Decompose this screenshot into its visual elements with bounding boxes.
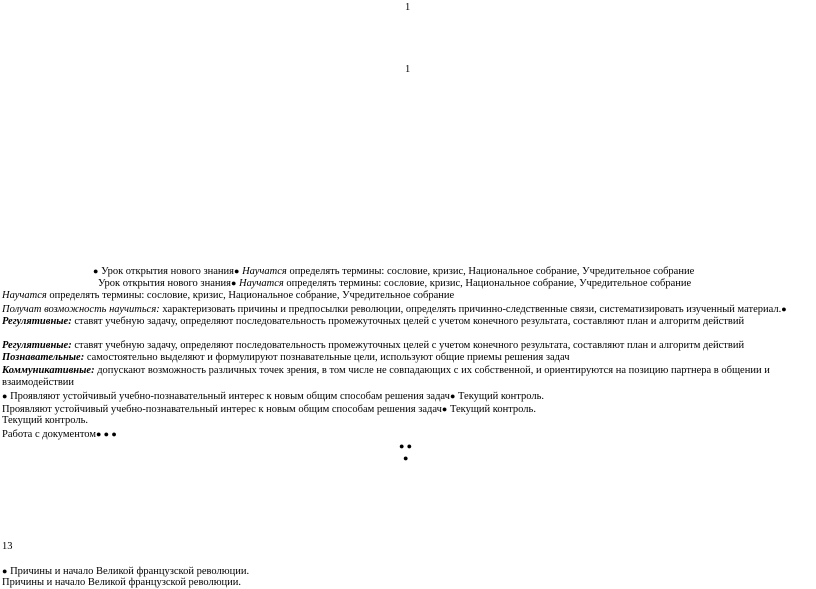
bullet-icon: ● xyxy=(234,266,240,276)
bullets-icon: ● ● ● xyxy=(95,429,117,439)
control-text: Текущий контроль. xyxy=(447,404,536,415)
learn-text: определять термины: сословие, кризис, Национальное собрание, Учредительное собрание xyxy=(46,290,455,301)
bullet-icon: ● xyxy=(93,266,99,276)
regulative-paragraph xyxy=(2,340,744,352)
cognitive-paragraph xyxy=(2,352,570,364)
communicative-text: допускают возможность различных точек зрения, в том числе не совпадающих с их собственной, и ориентируются на позицию партнера в общении и взаимодействии xyxy=(2,365,770,388)
bullet-pair-icon: ● ● xyxy=(399,441,413,451)
page-number-bottom: 13 xyxy=(2,541,13,552)
bullet-icon: ● xyxy=(781,304,787,314)
communicative-label: Коммуникативные: xyxy=(2,365,95,376)
communicative-paragraph xyxy=(2,365,810,389)
interest-text: Проявляют устойчивый учебно-познавательный интерес к новым общим способам решения задач xyxy=(2,404,442,415)
bullet-single-icon: ● xyxy=(403,453,409,463)
possibility-text: характеризовать причины и предпосылки революции, определять причинно-следственные связи, систематизировать изученный материал. xyxy=(159,304,782,315)
cognitive-label: Познавательные: xyxy=(2,352,85,363)
lesson-type: Урок открытия нового знания xyxy=(101,266,234,277)
learn-label: Научатся xyxy=(2,290,47,301)
causes-text: Причины и начало Великой французской революции. xyxy=(7,566,250,577)
possibility-label: Получат возможность научиться: xyxy=(2,304,160,315)
interest-line-1 xyxy=(2,390,544,403)
regulative-label: Регулятивные: xyxy=(2,316,72,327)
bullet-icon: ● xyxy=(449,391,456,401)
regulative-text: ставят учебную задачу, определяют последовательность промежуточных целей с учетом конечного результата, составляют план и алгоритм действий xyxy=(71,316,745,327)
interest-text: Проявляют устойчивый учебно-познавательный интерес к новым общим способам решения задач xyxy=(7,391,450,402)
bullet-icon: ● xyxy=(2,566,8,576)
lesson-type: Урок открытия нового знания xyxy=(98,278,231,289)
learn-text: определять термины: сословие, кризис, Национальное собрание, Учредительное собрание xyxy=(283,278,692,289)
control-text: Текущий контроль. xyxy=(455,391,545,402)
learn-label: Научатся xyxy=(242,266,287,277)
learn-label: Научатся xyxy=(239,278,284,289)
bullet-icon: ● xyxy=(230,278,237,288)
lesson-line-2 xyxy=(98,277,691,290)
page-number-top: 1 xyxy=(405,2,411,13)
work-line xyxy=(2,428,117,441)
causes-line-2: Причины и начало Великой французской революции. xyxy=(2,577,242,588)
learn-text: определять термины: сословие, кризис, Национальное собрание, Учредительное собрание xyxy=(286,266,695,277)
cognitive-text: самостоятельно выделяют и формулируют познавательные цели, используют общие приемы решения задач xyxy=(84,352,570,363)
regulative-text: ставят учебную задачу, определяют последовательность промежуточных целей с учетом конечного результата, составляют план и алгоритм действий xyxy=(71,340,745,351)
work-text: Работа с документом xyxy=(2,429,96,440)
possibility-paragraph xyxy=(2,303,810,328)
page-number-top-second: 1 xyxy=(405,64,411,75)
control-line: Текущий контроль. xyxy=(2,415,88,426)
regulative-label: Регулятивные: xyxy=(2,340,72,351)
learn-line xyxy=(2,290,454,302)
bullet-icon: ● xyxy=(2,391,8,401)
bullet-icon: ● xyxy=(441,404,448,414)
